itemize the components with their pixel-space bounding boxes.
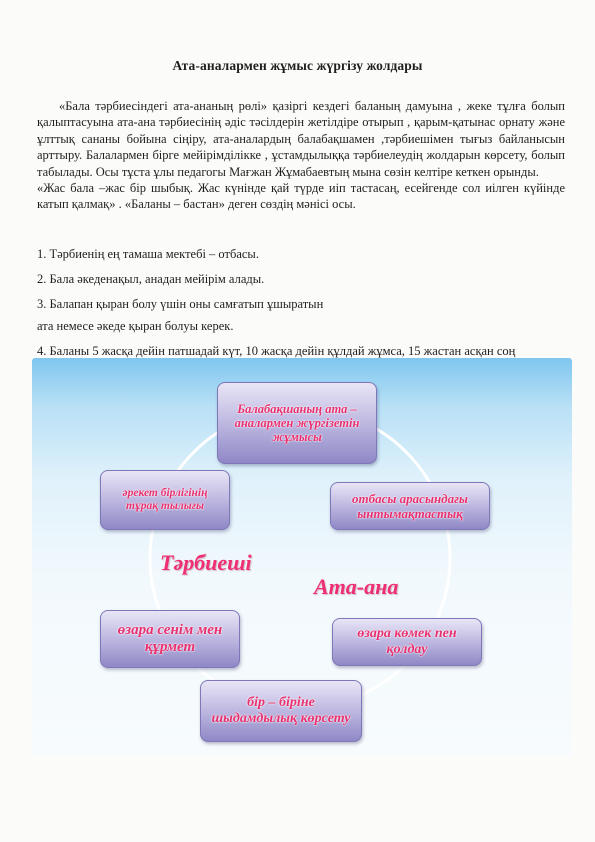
cycle-node-kindergarten-work: Балабақшаның ата – аналармен жүргізетін жұмысы xyxy=(217,382,377,464)
cycle-node-mutual-help: өзара көмек пен қолдау xyxy=(332,618,482,666)
list-item: 1. Тәрбиенің ең тамаша мектебі – отбасы. xyxy=(37,247,259,261)
list-item: 3. Балапан қыран болу үшін оны самғатып ұшыратын xyxy=(37,297,324,311)
intro-paragraph-1: «Бала тәрбиесіндегі ата-ананың рөлі» қазіргі кездегі баланың дамуына , жеке тұлға болып қалыптасуына ата-ана тәрбиесінің әдіс тәсілдерін жетілдіре отырып , қарым-қатынас орнату және ұлттық сананы бойына сіңіру, ата-аналардың балабақшамен ,тәрбиешімен тығыз байланысын арттыру. Балалармен бірге мейірімділікке , ұстамдылыққа тәрбиелеудің жолдарын көрсету, болып табылады. Осы тұста ұлы педагогы Мағжан Жұмабаевтың мына сөзін келтіре кеткен орынды. xyxy=(37,99,565,179)
intro-paragraph-2: «Жас бала –жас бір шыбық. Жас күнінде қай түрде иіп тастасаң, есейгенде сол иілген күйінде катып қалмақ» . «Баланы – бастан» деген сөздің мәнісі осы. xyxy=(37,181,565,212)
label-teacher: Тәрбиеші xyxy=(160,550,252,575)
cycle-node-trust-respect: өзара сенім мен құрмет xyxy=(100,610,240,668)
intro-text xyxy=(37,98,565,213)
cycle-node-family-cooperation: отбасы арасындағы ынтымақтастық xyxy=(330,482,490,530)
cycle-node-action-unity: әрекет бірлігінің тұрақ тылығы xyxy=(100,470,230,530)
page-title: Ата-аналармен жұмыс жүргізу жолдары xyxy=(172,58,423,73)
list-item-continuation: ата немесе әкеде қыран болуы керек. xyxy=(37,319,234,333)
cycle-diagram xyxy=(32,358,572,756)
list-item: 2. Бала әкеденақыл, анадан мейірім алады. xyxy=(37,272,265,286)
label-parents: Ата-ана xyxy=(314,574,399,599)
cycle-node-patience: бір – біріне шыдамдылық көрсету xyxy=(200,680,362,742)
list-item: 4. Баланы 5 жасқа дейін патшадай күт, 10 жасқа дейін құлдай жұмса, 15 жастан асқан соң xyxy=(37,344,516,358)
